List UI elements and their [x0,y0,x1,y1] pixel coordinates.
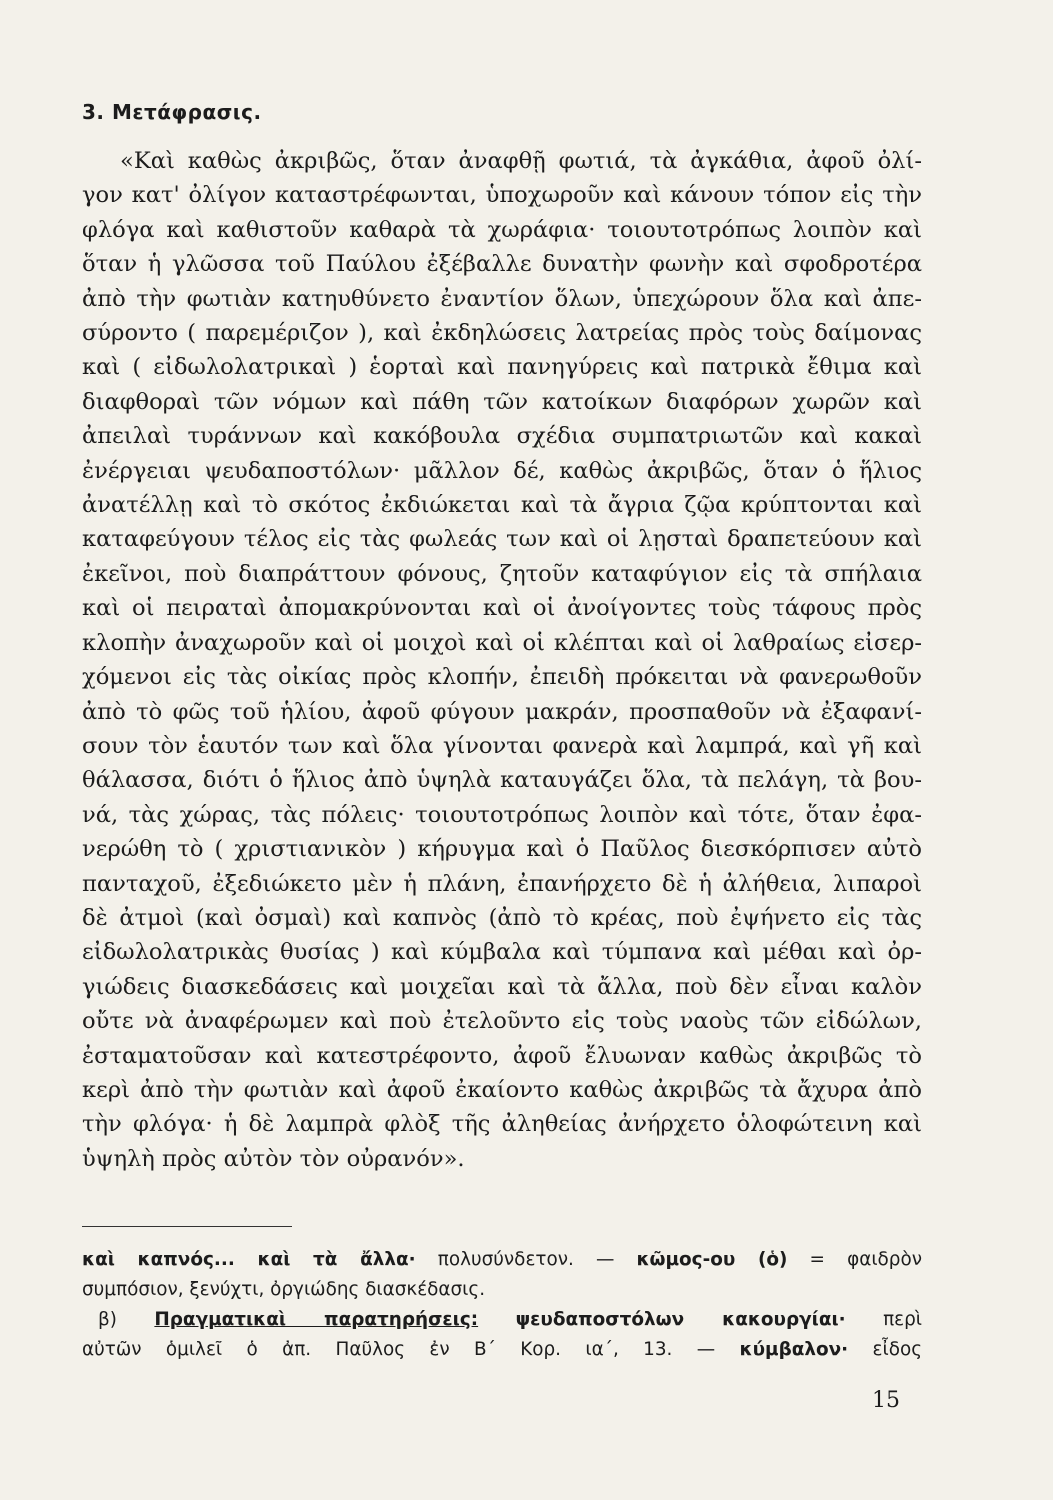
text-line: «Καὶ καθὼς ἀκριβῶς, ὅταν ἀναφθῇ φωτιά, τὰ ἀγκάθια, ἀφοῦ ὀλί- [120,148,922,174]
text-line: καταφεύγουν τέλος εἰς τὰς φωλεάς των καὶ οἱ λῃσταὶ δραπετεύουν καὶ [82,526,922,553]
text-line: τὴν φλόγα· ἡ δὲ λαμπρὰ φλὸξ τῆς ἀληθείας ἀνήρχετο ὁλοφώτεινη καὶ [82,1111,922,1138]
text-line: ἀπειλαὶ τυράννων καὶ κακόβουλα σχέδια συμπατριωτῶν καὶ κακαὶ [82,423,922,450]
note-term: Πραγματικαὶ παρατηρήσεις: [154,1309,479,1330]
text-line: ἀπὸ τὸ φῶς τοῦ ἡλίου, ἀφοῦ φύγουν μακράν, προσπαθοῦν νὰ ἐξαφανί- [82,698,922,725]
translation-text [82,144,922,1176]
text-line: θάλασσα, διότι ὁ ἥλιος ἀπὸ ὑψηλὰ καταυγάζει ὅλα, τὰ πελάγη, τὰ βου- [82,767,922,794]
text-line: δὲ ἀτμοὶ (καὶ ὀσμαὶ) καὶ καπνὸς (ἀπὸ τὸ κρέας, ποὺ ἐψήνετο εἰς τὰς [82,904,922,931]
note-text: = φαιδρὸν [787,1249,922,1270]
note-term: ψευδαποστόλων κακουργίαι· [515,1309,846,1330]
note-term: καὶ καπνός... καὶ τὰ ἄλλα· [82,1249,416,1270]
note-text: εἶδος [848,1339,922,1360]
text-line: γιώδεις διασκεδάσεις καὶ μοιχεῖαι καὶ τὰ ἄλλα, ποὺ δὲν εἶναι καλὸν [82,973,922,1000]
page-number: 15 [872,1388,900,1413]
note-text: β) [98,1309,155,1330]
text-line: οὔτε νὰ ἀναφέρωμεν καὶ ποὺ ἐτελοῦντο εἰς τοὺς ναοὺς τῶν εἰδώλων, [82,1008,922,1035]
note-line: συμπόσιον, ξενύχτι, ὀργιώδης διασκέδασις. [82,1279,486,1300]
footnote-divider [82,1226,292,1227]
text-line: ἐσταματοῦσαν καὶ κατεστρέφοντο, ἀφοῦ ἔλυωναν καθὼς ἀκριβῶς τὸ [82,1042,922,1069]
note-term: κύμβαλον· [739,1339,849,1360]
text-line: σύροντο ( παρεμέριζον ), καὶ ἐκδηλώσεις λατρείας πρὸς τοὺς δαίμονας [82,320,922,347]
note-line [82,1305,922,1335]
note-term: κῶμος-ου (ὁ) [636,1249,788,1270]
text-line: γον κατ' ὀλίγον καταστρέφωνται, ὑποχωροῦν καὶ κάνουν τόπον εἰς τὴν [82,182,922,209]
text-line: ἐνέργειαι ψευδαποστόλων· μᾶλλον δέ, καθὼς ἀκριβῶς, ὅταν ὁ ἥλιος [82,457,922,484]
text-line: νερώθη τὸ ( χριστιανικὸν ) κήρυγμα καὶ ὁ Παῦλος διεσκόρπισεν αὐτὸ [82,836,922,863]
note-line [82,1335,922,1365]
text-line: φλόγα καὶ καθιστοῦν καθαρὰ τὰ χωράφια· τοιουτοτρόπως λοιπὸν καὶ [82,216,922,243]
text-line: ὅταν ἡ γλῶσσα τοῦ Παύλου ἐξέβαλλε δυνατὴν φωνὴν καὶ σφοδροτέρα [82,251,922,278]
note-text: πολυσύνδετον. — [415,1249,637,1270]
note-text [478,1309,515,1330]
text-line: σουν τὸν ἑαυτόν των καὶ ὅλα γίνονται φανερὰ καὶ λαμπρά, καὶ γῆ καὶ [82,732,922,759]
text-line: νά, τὰς χώρας, τὰς πόλεις· τοιουτοτρόπως λοιπὸν καὶ τότε, ὅταν ἐφα- [82,801,922,828]
text-line: ὑψηλὴ πρὸς αὐτὸν τὸν οὐρανόν». [82,1145,465,1172]
text-line: ἀνατέλλῃ καὶ τὸ σκότος ἐκδιώκεται καὶ τὰ ἄγρια ζῷα κρύπτονται καὶ [82,492,922,519]
section-heading: 3. Μετάφρασις. [82,100,262,124]
text-line: κλοπὴν ἀναχωροῦν καὶ οἱ μοιχοὶ καὶ οἱ κλέπται καὶ οἱ λαθραίως εἰσερ- [82,629,922,656]
note-line [82,1245,922,1275]
text-line: εἰδωλολατρικὰς θυσίας ) καὶ κύμβαλα καὶ τύμπανα καὶ μέθαι καὶ ὀρ- [82,939,922,966]
text-line: καὶ ( εἰδωλολατρικαὶ ) ἑορταὶ καὶ πανηγύρεις καὶ πατρικὰ ἔθιμα καὶ [82,354,922,381]
text-line: κερὶ ἀπὸ τὴν φωτιὰν καὶ ἀφοῦ ἐκαίοντο καθὼς ἀκριβῶς τὰ ἄχυρα ἀπὸ [82,1076,922,1103]
text-line: ἀπὸ τὴν φωτιὰν κατηυθύνετο ἐναντίον ὅλων, ὑπεχώρουν ὅλα καὶ ἀπε- [82,285,922,312]
note-text: αὐτῶν ὁμιλεῖ ὁ ἀπ. Παῦλος ἐν Β΄ Κορ. ια΄, 13. — [82,1339,740,1360]
text-line: διαφθοραὶ τῶν νόμων καὶ πάθη τῶν κατοίκων διαφόρων χωρῶν καὶ [82,388,922,415]
text-line: ἐκεῖνοι, ποὺ διαπράττουν φόνους, ζητοῦν καταφύγιον εἰς τὰ σπήλαια [82,560,922,587]
text-line: πανταχοῦ, ἐξεδιώκετο μὲν ἡ πλάνη, ἐπανήρχετο δὲ ἡ ἀλήθεια, λιπαροὶ [82,870,922,897]
note-text: περὶ [845,1309,922,1330]
text-line: καὶ οἱ πειραταὶ ἀπομακρύνονται καὶ οἱ ἀνοίγοντες τοὺς τάφους πρὸς [82,595,922,622]
notes-section [82,1245,922,1365]
text-line: χόμενοι εἰς τὰς οἰκίας πρὸς κλοπήν, ἐπειδὴ πρόκειται νὰ φανερωθοῦν [82,664,922,691]
